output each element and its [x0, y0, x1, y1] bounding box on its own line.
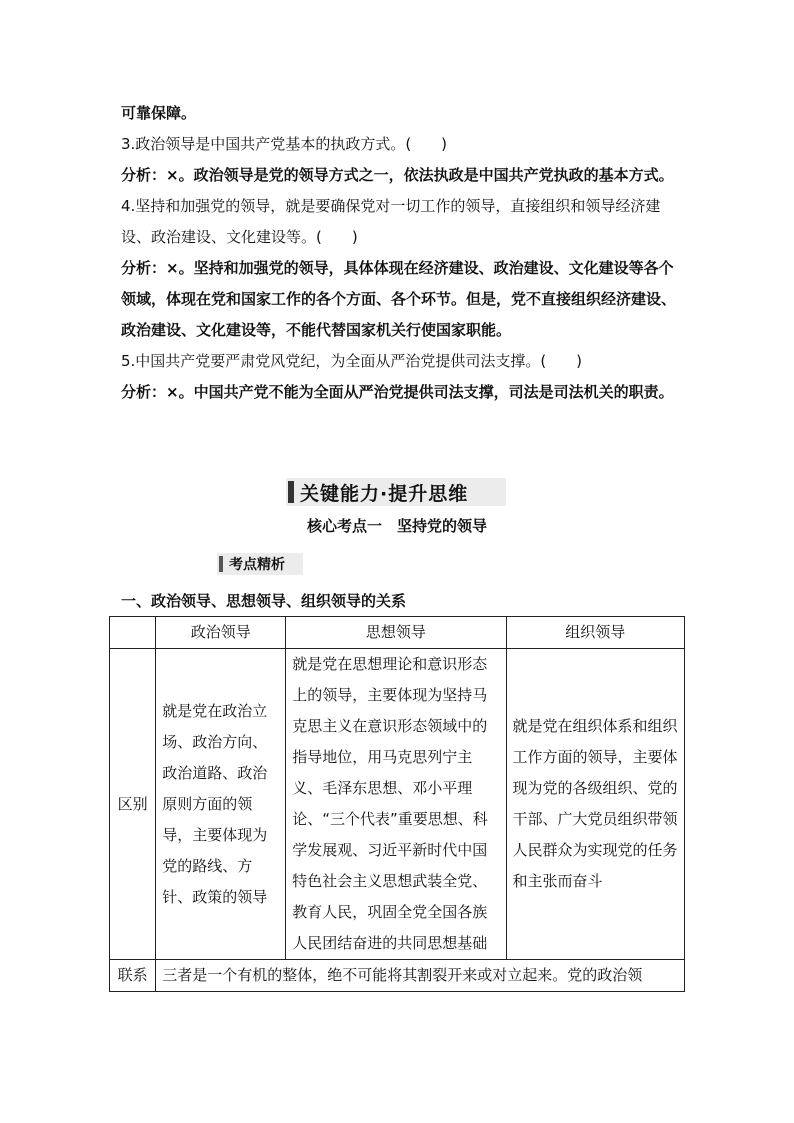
section-banner [286, 478, 506, 506]
table-header-cell: 政治领导 [156, 617, 286, 649]
analysis-3: 分析：×。政治领导是党的领导方式之一，依法执政是中国共产党执政的基本方式。 [121, 166, 674, 184]
analysis-5: 分析：×。中国共产党不能为全面从严治党提供司法支撑，司法是司法机关的职责。 [121, 383, 674, 401]
table-caption: 一、政治领导、思想领导、组织领导的关系 [121, 592, 407, 610]
cell-political: 就是党在政治立场、政治方向、政治道路、政治原则方面的领导，主要体现为党的路线、方针、政策的领导 [156, 649, 286, 960]
cell-ideological: 就是党在思想理论和意识形态上的领导，主要体现为坚持马克思主义在意识形态领域中的指导地位，用马克思列宁主义、毛泽东思想、邓小平理论、“三个代表”重要思想、科学发展观、习近平新时代中国特色社会主义思想武装全党、教育人民，巩固全党全国各族人民团结奋进的共同思想基础 [286, 649, 506, 960]
comparison-table [109, 616, 685, 992]
cell-organizational: 就是党在组织体系和组织工作方面的领导，主要体现为党的各级组织、党的干部、广大党员组织带领人民群众为实现党的任务和主张而奋斗 [506, 649, 684, 960]
table-header-cell: 思想领导 [286, 617, 506, 649]
tag-label [217, 553, 303, 575]
row-label: 区别 [110, 649, 156, 960]
question-4: 4.坚持和加强党的领导，就是要确保党对一切工作的领导，直接组织和领导经济建设、政治建设、文化建设等。( ) [121, 197, 661, 246]
banner-bar-icon [288, 481, 294, 503]
row-label: 联系 [110, 960, 156, 992]
tag-bar-icon [219, 556, 223, 572]
table-header-cell: 组织领导 [506, 617, 684, 649]
analysis-4: 分析：×。坚持和加强党的领导，具体体现在经济建设、政治建设、文化建设等各个领域，体现在党和国家工作的各个方面、各个环节。但是，党不直接组织经济建设、政治建设、文化建设等，不能代替国家机关行使国家职能。 [121, 259, 677, 339]
question-3: 3.政治领导是中国共产党基本的执政方式。( ) [121, 135, 448, 153]
table-row-connection [110, 960, 685, 992]
question-5: 5.中国共产党要严肃党风党纪，为全面从严治党提供司法支撑。( ) [121, 352, 583, 370]
cell-connection: 三者是一个有机的整体，绝不可能将其割裂开来或对立起来。党的政治领 [156, 960, 685, 992]
subheading: 核心考点一 坚持党的领导 [306, 517, 487, 535]
table-header-row [110, 617, 685, 649]
tag-text: 考点精析 [229, 557, 285, 573]
question-section [121, 98, 681, 408]
table-header-cell [110, 617, 156, 649]
section-title: 关键能力·提升思维 [300, 482, 469, 505]
table-row-difference [110, 649, 685, 960]
paragraph-continuation: 可靠保障。 [121, 104, 197, 122]
